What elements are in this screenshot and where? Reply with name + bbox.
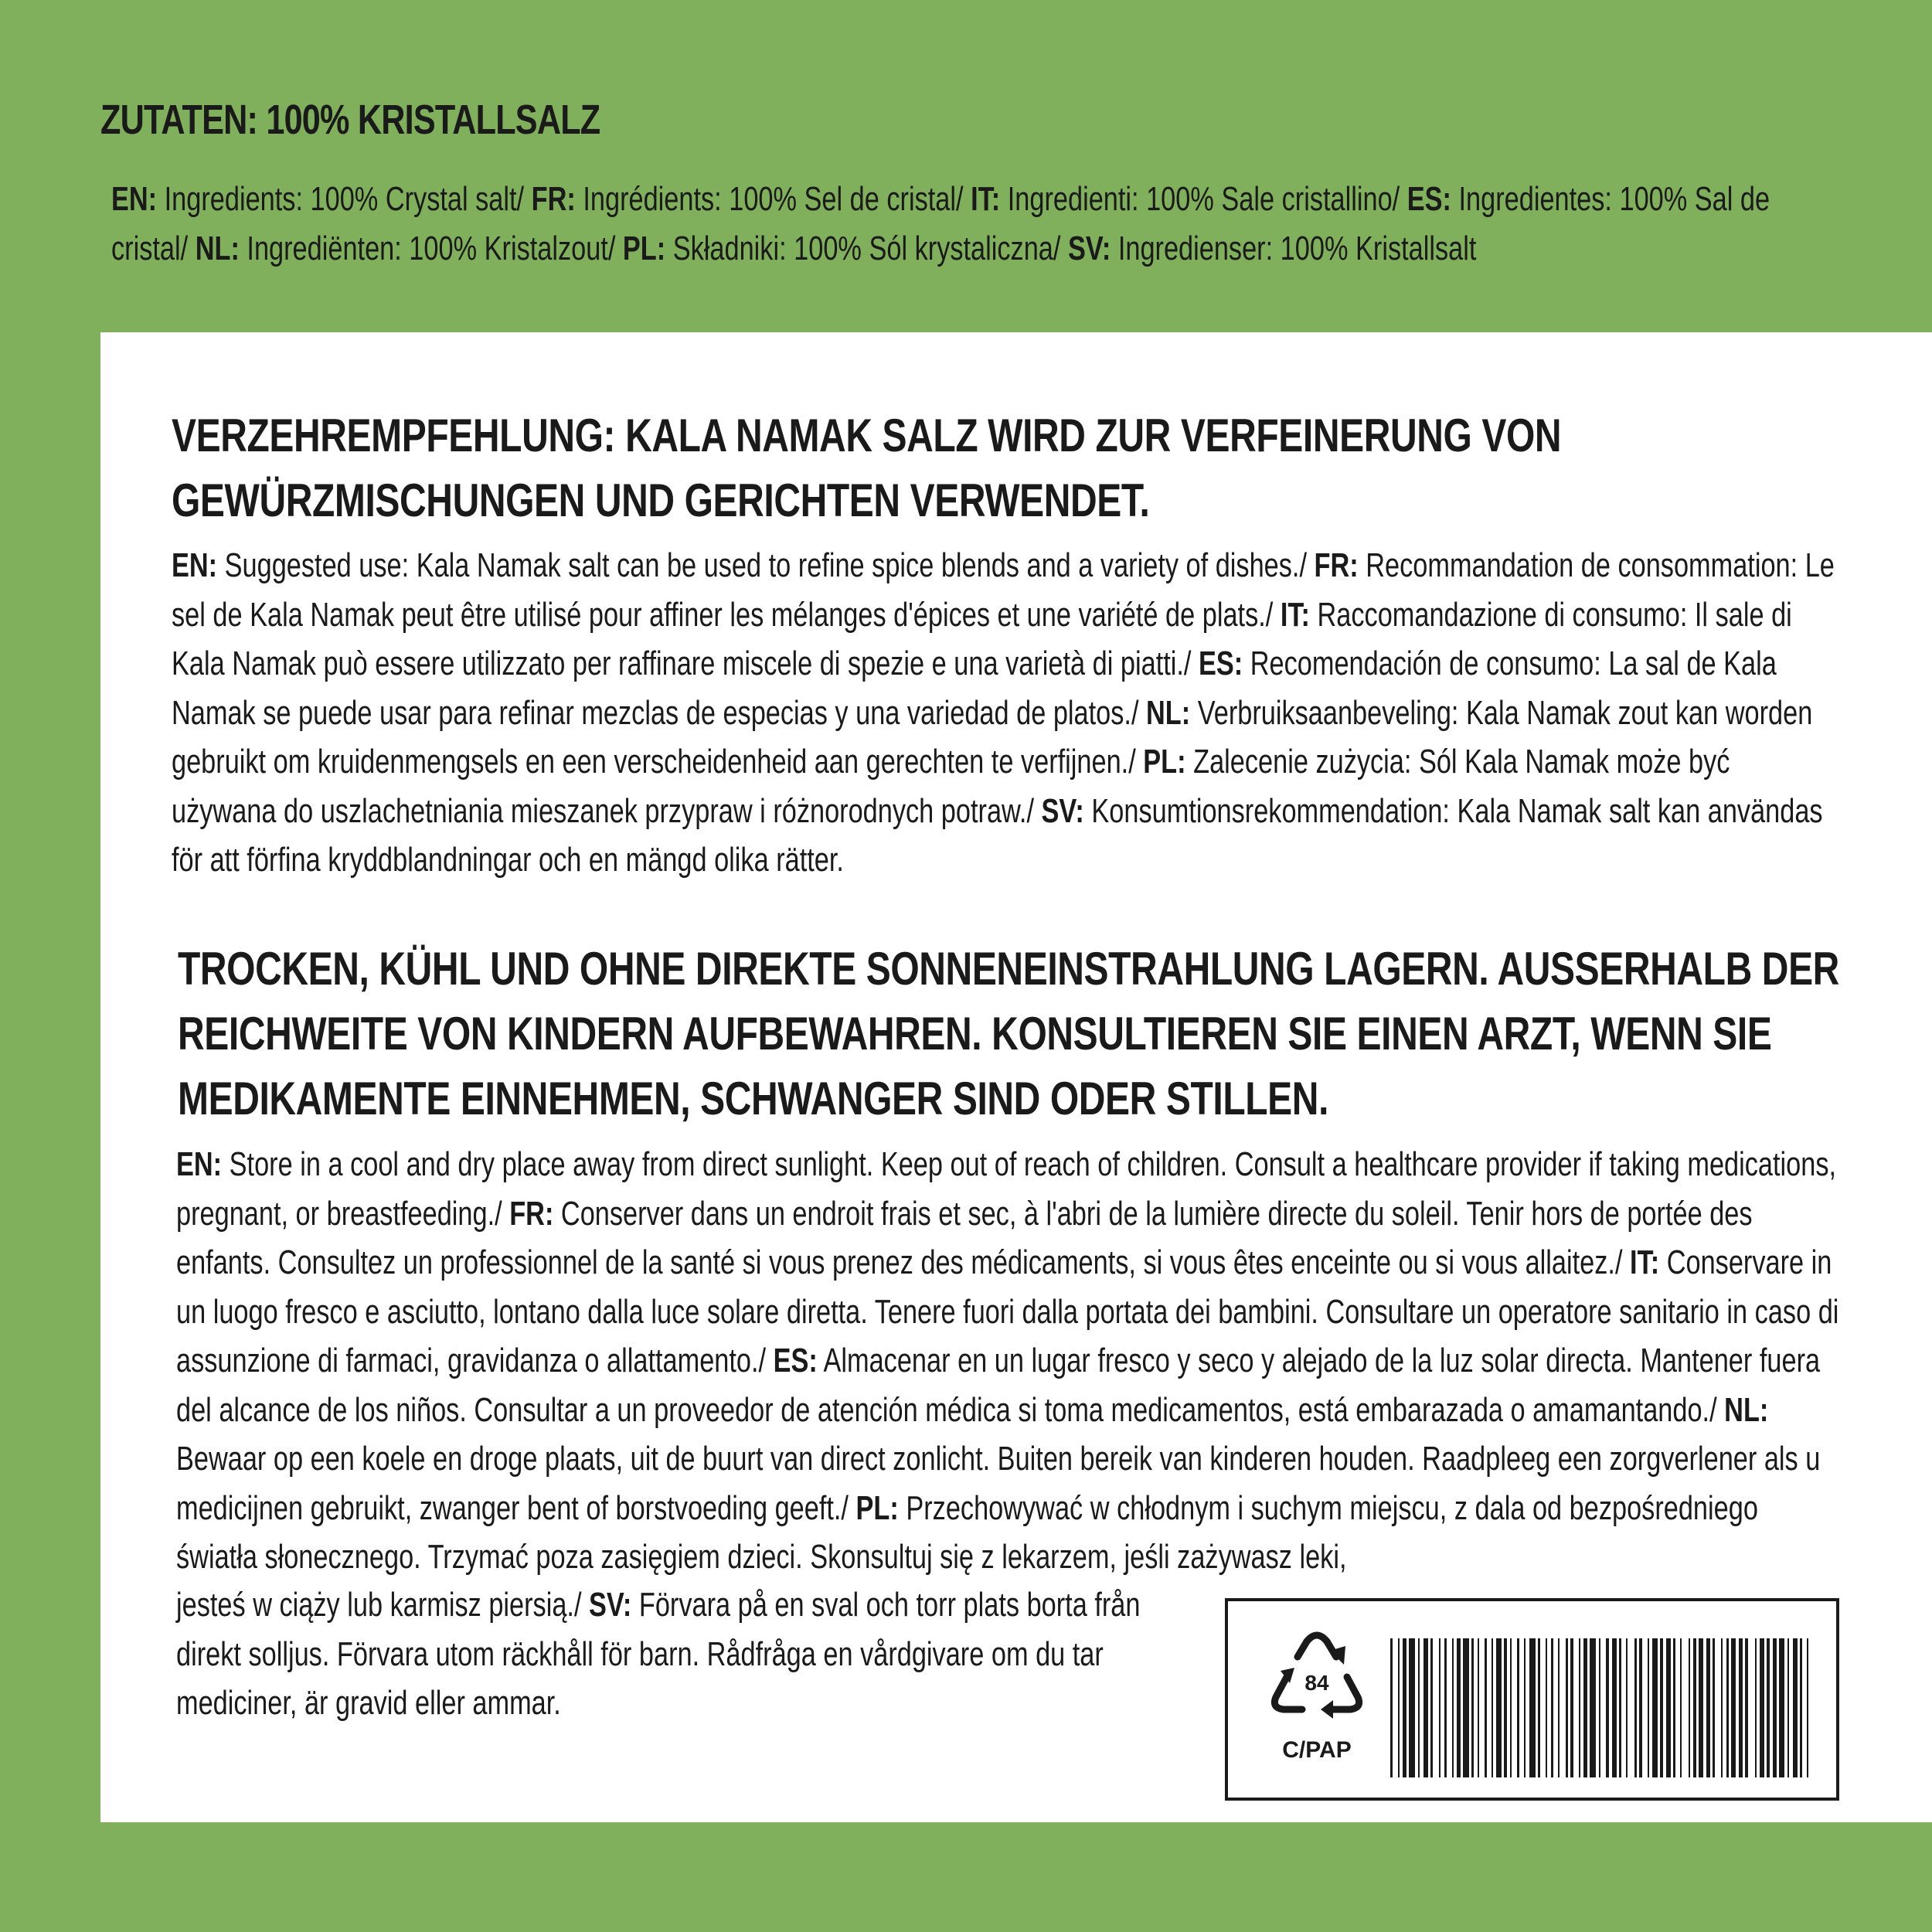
barcode-bar xyxy=(1590,1638,1596,1777)
barcode-bar xyxy=(1398,1638,1400,1777)
translation-text: Ingredientes: 100% Sal de cristal/ xyxy=(111,180,1770,267)
translation-text: Raccomandazione di consumo: Il sale di Kala Namak può essere utilizzato per raffinare miscele di spezie e una varietà di piatti./ xyxy=(172,595,1792,682)
barcode-bar xyxy=(1423,1638,1428,1777)
barcode-bar xyxy=(1660,1638,1663,1777)
barcode-bar xyxy=(1706,1638,1710,1777)
language-code: NL: xyxy=(1146,693,1191,732)
translation-text: Ingrédients: 100% Sel de cristal/ xyxy=(575,180,971,218)
barcode-bar xyxy=(1471,1638,1474,1777)
language-code: PL: xyxy=(855,1488,899,1527)
barcode-bar xyxy=(1492,1638,1493,1777)
barcode-bar xyxy=(1496,1638,1502,1777)
language-code: EN: xyxy=(172,546,218,584)
translation-text: Konsumtionsrekommendation: Kala Namak salt kan användas för att förfina kryddblandningar och en mängd olika rätter. xyxy=(172,791,1823,879)
barcode-bar xyxy=(1558,1638,1560,1777)
language-code: IT: xyxy=(1630,1243,1660,1281)
language-code: EN: xyxy=(176,1145,223,1183)
barcode-icon xyxy=(1390,1638,1811,1777)
barcode-bar xyxy=(1551,1638,1553,1777)
translation-text: Zalecenie zużycia: Sól Kala Namak może być używana do uszlachetniania mieszanek przypraw i różnorodnych potraw./ xyxy=(172,743,1730,830)
translation-text: Ingredienser: 100% Kristallsalt xyxy=(1111,230,1477,267)
language-code: IT: xyxy=(1280,595,1310,634)
storage-translations xyxy=(176,1140,1840,1582)
barcode-bar xyxy=(1648,1638,1649,1777)
info-panel xyxy=(100,332,1932,1822)
language-code: NL: xyxy=(195,230,240,267)
language-code: FR: xyxy=(531,180,576,218)
barcode-bar xyxy=(1485,1638,1487,1777)
language-code: FR: xyxy=(1314,546,1359,584)
barcode-bar xyxy=(1807,1638,1808,1777)
barcode-bar xyxy=(1689,1638,1690,1777)
barcode-bar xyxy=(1793,1638,1798,1777)
barcode-bar xyxy=(1403,1638,1406,1777)
barcode-bar xyxy=(1745,1638,1748,1777)
barcode-bar xyxy=(1583,1638,1587,1777)
barcode-bar xyxy=(1570,1638,1573,1777)
barcode-bar xyxy=(1739,1638,1743,1777)
barcode-bar xyxy=(1800,1638,1802,1777)
translation-text: Store in a cool and dry place away from direct sunlight. Keep out of reach of children. Consult a healthcare provider if taking medications, pregnant, or breastfeeding./ xyxy=(176,1145,1837,1233)
storage-heading: TROCKEN, KÜHL UND OHNE DIREKTE SONNENEINSTRAHLUNG LAGERN. AUSSERHALB DER REICHWEITE VON KINDERN AUFBEWAHREN. KONSULTIEREN SIE EINEN ARZT, WENN SIE MEDIKAMENTE EINNEHMEN, SCHWANGER SIND ODER STILLEN. xyxy=(178,943,1839,1124)
translation-text: Składniki: 100% Sól krystaliczna/ xyxy=(665,230,1068,267)
language-code: ES: xyxy=(1406,180,1451,218)
barcode-bar xyxy=(1478,1638,1479,1777)
usage-heading: VERZEHREMPFEHLUNG: KALA NAMAK SALZ WIRD ZUR VERFEINERUNG VON GEWÜRZMISCHUNGEN UND GERICHTEN VERWENDET. xyxy=(172,410,1562,526)
barcode-bar xyxy=(1773,1638,1777,1777)
language-code: NL: xyxy=(1724,1390,1769,1429)
barcode-bar xyxy=(1755,1638,1757,1777)
translation-text: Ingredienti: 100% Sale cristallino/ xyxy=(1000,180,1407,218)
barcode-bar xyxy=(1529,1638,1536,1777)
language-code: IT: xyxy=(971,180,1001,218)
barcode-bar xyxy=(1673,1638,1675,1777)
barcode-bar xyxy=(1606,1638,1609,1777)
barcode-bar xyxy=(1599,1638,1600,1777)
language-code: SV: xyxy=(1067,230,1111,267)
recycling-code: 84 xyxy=(1304,1671,1329,1695)
barcode-bar xyxy=(1619,1638,1621,1777)
barcode-bar xyxy=(1566,1638,1568,1777)
barcode-bar xyxy=(1612,1638,1617,1777)
barcode-bar xyxy=(1726,1638,1729,1777)
barcode-bar xyxy=(1639,1638,1642,1777)
barcode-bar xyxy=(1760,1638,1764,1777)
barcode-bar xyxy=(1524,1638,1526,1777)
translation-text: Recommandation de consommation: Le sel de Kala Namak peut être utilisé pour affiner les mélanges d'épices et une variété de plats./ xyxy=(172,546,1835,634)
barcode-bar xyxy=(1713,1638,1715,1777)
barcode-bar xyxy=(1693,1638,1696,1777)
barcode-bar xyxy=(1680,1638,1682,1777)
barcode-bar xyxy=(1546,1638,1547,1777)
storage-translations-tail xyxy=(176,1580,1186,1728)
barcode-bar xyxy=(1409,1638,1415,1777)
language-code: ES: xyxy=(1198,645,1243,682)
recycling-symbol xyxy=(1267,1624,1367,1763)
barcode-bar xyxy=(1510,1638,1512,1777)
barcode-bar xyxy=(1457,1638,1461,1777)
language-code: PL: xyxy=(1143,743,1186,781)
language-code: SV: xyxy=(1041,791,1084,830)
barcode-bar xyxy=(1463,1638,1469,1777)
language-code: SV: xyxy=(589,1586,632,1624)
barcode-bar xyxy=(1731,1638,1736,1777)
barcode-bar xyxy=(1699,1638,1703,1777)
barcode-bar xyxy=(1787,1638,1789,1777)
barcode-bar xyxy=(1652,1638,1658,1777)
barcode-bar xyxy=(1390,1638,1393,1777)
barcode-bar xyxy=(1634,1638,1637,1777)
packaging-box xyxy=(1225,1598,1839,1801)
translation-text: Recomendación de consumo: La sal de Kala Namak se puede usar para refinar mezclas de especias y una variedad de platos./ xyxy=(172,645,1777,732)
barcode-bar xyxy=(1418,1638,1420,1777)
translation-text: Suggested use: Kala Namak salt can be used to refine spice blends and a variety of dishes./ xyxy=(217,546,1315,584)
language-code: PL: xyxy=(622,230,666,267)
barcode-bar xyxy=(1517,1638,1519,1777)
ingredients-section xyxy=(100,99,1855,308)
barcode-bar xyxy=(1452,1638,1454,1777)
translation-text: Förvara på en sval och torr plats borta från direkt solljus. Förvara utom räckhåll för barn. Rådfråga en vårdgivare om du tar mediciner, är gravid eller ammar. xyxy=(176,1586,1141,1722)
barcode-bar xyxy=(1666,1638,1671,1777)
barcode-bar xyxy=(1626,1638,1628,1777)
barcode-bar xyxy=(1430,1638,1433,1777)
translation-text: Ingrediënten: 100% Kristalzout/ xyxy=(239,230,623,267)
language-code: FR: xyxy=(509,1194,554,1233)
barcode-bar xyxy=(1538,1638,1540,1777)
language-code: ES: xyxy=(773,1342,818,1379)
recycling-label: C/PAP xyxy=(1282,1737,1352,1763)
translation-text: jesteś w ciąży lub karmisz piersią./ xyxy=(176,1586,590,1624)
barcode-bar xyxy=(1767,1638,1770,1777)
ingredients-translations xyxy=(111,175,1799,274)
translation-text: Conserver dans un endroit frais et sec, à l'abri de la lumière directe du soleil. Tenir hors de portée des enfants. Consultez un professionnel de la santé si vous prenez des médicaments, si vous êtes enceinte ou si vous allaitez./ xyxy=(176,1194,1753,1281)
ingredients-title: ZUTATEN: 100% KRISTALLSALZ xyxy=(100,97,600,143)
translation-text: Przechowywać w chłodnym i suchym miejscu, z dala od bezpośredniego światła słonecznego. Trzymać poza zasięgiem dzieci. Skonsultuj się z lekarzem, jeśli zażywasz leki, xyxy=(176,1488,1758,1576)
barcode-bar xyxy=(1721,1638,1723,1777)
barcode-bar xyxy=(1779,1638,1784,1777)
translation-text: Conservare in un luogo fresco e asciutto, lontano dalla luce solare diretta. Tenere fuori dalla portata dei bambini. Consultare un operatore sanitario in caso di assunzione di farmaci, gravidanza o allattamento./ xyxy=(176,1243,1839,1379)
translation-text: Bewaar op een koele en droge plaats, uit de buurt van direct zonlicht. Buiten bereik van kinderen houden. Raadpleeg een zorgverlener als u medicijnen gebruikt, zwanger bent of borstvoeding geeft./ xyxy=(176,1440,1821,1527)
language-code: EN: xyxy=(111,180,158,218)
usage-translations xyxy=(172,541,1838,885)
translation-text: Almacenar en un lugar fresco y seco y alejado de la luz solar directa. Mantener fuera del alcance de los niños. Consultar a un proveedor de atención médica si toma medicamentos, está embarazada o amamantando./ xyxy=(176,1342,1821,1429)
barcode-bar xyxy=(1579,1638,1580,1777)
translation-text: Ingredients: 100% Crystal salt/ xyxy=(157,180,532,218)
barcode-bar xyxy=(1444,1638,1447,1777)
barcode-bar xyxy=(1439,1638,1440,1777)
barcode-bar xyxy=(1504,1638,1507,1777)
translation-text: Verbruiksaanbeveling: Kala Namak zout kan worden gebruikt om kruidenmengsels en een verscheidenheid aan gerechten te verfijnen./ xyxy=(172,693,1813,781)
